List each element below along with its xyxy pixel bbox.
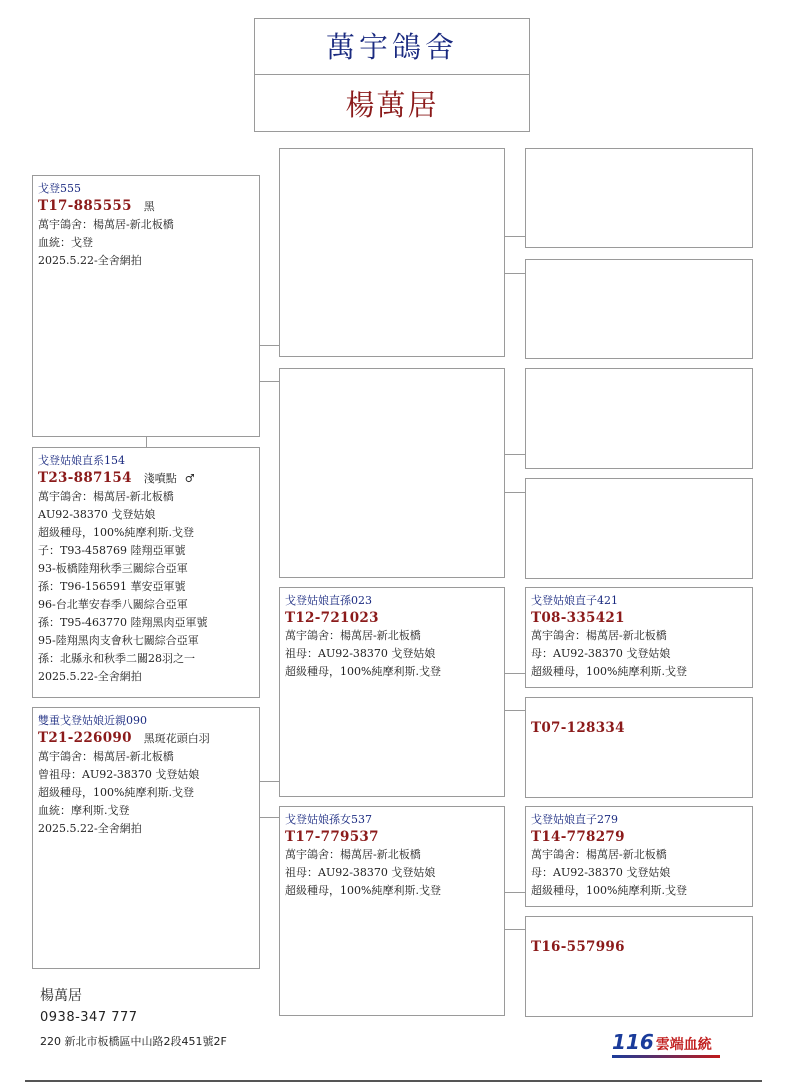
dds-line: 母：AU92-38370 戈登姑娘 <box>531 866 671 879</box>
connector <box>505 273 525 274</box>
sire-dam-card <box>279 368 505 578</box>
bottom-divider <box>25 1080 762 1082</box>
dss-line: 萬宇鴿舍：楊萬居-新北板橋 <box>531 629 667 642</box>
sire-ring: T23-887154 <box>38 470 132 486</box>
dss-line: 母：AU92-38370 戈登姑娘 <box>531 647 671 660</box>
dss-line: 超級種母，100%純摩利斯.戈登 <box>531 665 687 678</box>
dam-line: 曾祖母：AU92-38370 戈登姑娘 <box>38 768 200 781</box>
sire-line: 超級種母，100%純摩利斯.戈登 <box>38 526 194 539</box>
male-icon: ♂ <box>184 472 195 485</box>
sire-line: 孫：T96-156591 華安亞軍號 <box>38 580 186 593</box>
subject-line: 血統：戈登 <box>38 236 93 249</box>
connector <box>505 710 525 711</box>
logo-text: 雲端血統 <box>655 1037 712 1053</box>
connector <box>505 236 525 237</box>
dam-sire-line: 萬宇鴿舍：楊萬居-新北板橋 <box>285 629 421 642</box>
connector <box>260 817 279 818</box>
sss-card <box>525 148 753 248</box>
owner-title: 楊萬居 <box>254 74 530 132</box>
dam-dam-name: 戈登姑娘孫女537 <box>285 813 372 826</box>
dam-dam-line: 祖母：AU92-38370 戈登姑娘 <box>285 866 436 879</box>
connector <box>260 381 279 382</box>
connector <box>505 492 525 493</box>
dam-dam-line: 超級種母，100%純摩利斯.戈登 <box>285 884 441 897</box>
subject-card <box>32 175 260 437</box>
loft-title: 萬宇鴿舍 <box>254 18 530 75</box>
dam-sire-line: 超級種母，100%純摩利斯.戈登 <box>285 665 441 678</box>
sire-name: 戈登姑娘直系154 <box>38 454 125 467</box>
footer-owner: 楊萬居 <box>40 988 82 1004</box>
dam-sire-ring: T12-721023 <box>285 610 379 626</box>
ddd-ring: T16-557996 <box>531 939 625 955</box>
dsd-card <box>525 697 753 798</box>
connector <box>260 345 279 346</box>
dam-ring: T21-226090 <box>38 730 132 746</box>
logo <box>612 1030 712 1054</box>
connector <box>146 437 147 447</box>
dam-dam-ring: T17-779537 <box>285 829 379 845</box>
dds-card <box>525 806 753 907</box>
dss-card <box>525 587 753 688</box>
sire-line: 孫：T95-463770 陸翔黑肉亞軍號 <box>38 616 208 629</box>
sire-line: 96-台北華安春季八關綜合亞軍 <box>38 598 188 611</box>
dam-dam-card <box>279 806 505 1016</box>
dam-sire-name: 戈登姑娘直孫023 <box>285 594 372 607</box>
dam-line: 血統：摩利斯.戈登 <box>38 804 130 817</box>
dds-line: 萬宇鴿舍：楊萬居-新北板橋 <box>531 848 667 861</box>
subject-line: 萬宇鴿舍：楊萬居-新北板橋 <box>38 218 174 231</box>
subject-name: 戈登555 <box>38 182 81 195</box>
sire-line: 孫：北縣永和秋季二關28羽之一 <box>38 652 195 665</box>
dds-name: 戈登姑娘直子279 <box>531 813 618 826</box>
subject-ring: T17-885555 <box>38 198 132 214</box>
dds-line: 超級種母，100%純摩利斯.戈登 <box>531 884 687 897</box>
dsd-ring: T07-128334 <box>531 720 625 736</box>
connector <box>505 454 525 455</box>
connector <box>505 892 525 893</box>
dam-line: 2025.5.22-全舍網拍 <box>38 822 142 835</box>
ssd-card <box>525 259 753 359</box>
dam-card <box>32 707 260 969</box>
ddd-card <box>525 916 753 1017</box>
sire-line: AU92-38370 戈登姑娘 <box>38 508 156 521</box>
sdd-card <box>525 478 753 579</box>
sire-card <box>32 447 260 698</box>
logo-underline <box>612 1055 720 1058</box>
sire-line: 2025.5.22-全舍網拍 <box>38 670 142 683</box>
connector <box>505 929 525 930</box>
footer-phone: 0938-347 777 <box>40 1010 138 1025</box>
sire-sire-card <box>279 148 505 357</box>
subject-color: 黑 <box>143 200 155 213</box>
dam-sire-line: 祖母：AU92-38370 戈登姑娘 <box>285 647 436 660</box>
dam-color: 黑斑花頭白羽 <box>143 732 210 745</box>
sds-card <box>525 368 753 469</box>
dss-ring: T08-335421 <box>531 610 625 626</box>
dam-name: 雙重戈登姑娘近親090 <box>38 714 147 727</box>
dam-line: 萬宇鴿舍：楊萬居-新北板橋 <box>38 750 174 763</box>
logo-number: 116 <box>612 1030 654 1054</box>
sire-color: 淺噴點 <box>143 472 177 485</box>
dam-sire-card <box>279 587 505 797</box>
dds-ring: T14-778279 <box>531 829 625 845</box>
dam-dam-line: 萬宇鴿舍：楊萬居-新北板橋 <box>285 848 421 861</box>
connector <box>260 781 279 782</box>
footer-address: 220 新北市板橋區中山路2段451號2F <box>40 1035 227 1048</box>
dam-line: 超級種母，100%純摩利斯.戈登 <box>38 786 194 799</box>
dss-name: 戈登姑娘直子421 <box>531 594 618 607</box>
connector <box>505 673 525 674</box>
sire-line: 93-板橋陸翔秋季三關綜合亞軍 <box>38 562 188 575</box>
sire-line: 萬宇鴿舍：楊萬居-新北板橋 <box>38 490 174 503</box>
sire-line: 子：T93-458769 陸翔亞軍號 <box>38 544 186 557</box>
subject-line: 2025.5.22-全舍網拍 <box>38 254 142 267</box>
sire-line: 95-陸翔黑肉支會秋七關綜合亞軍 <box>38 634 199 647</box>
